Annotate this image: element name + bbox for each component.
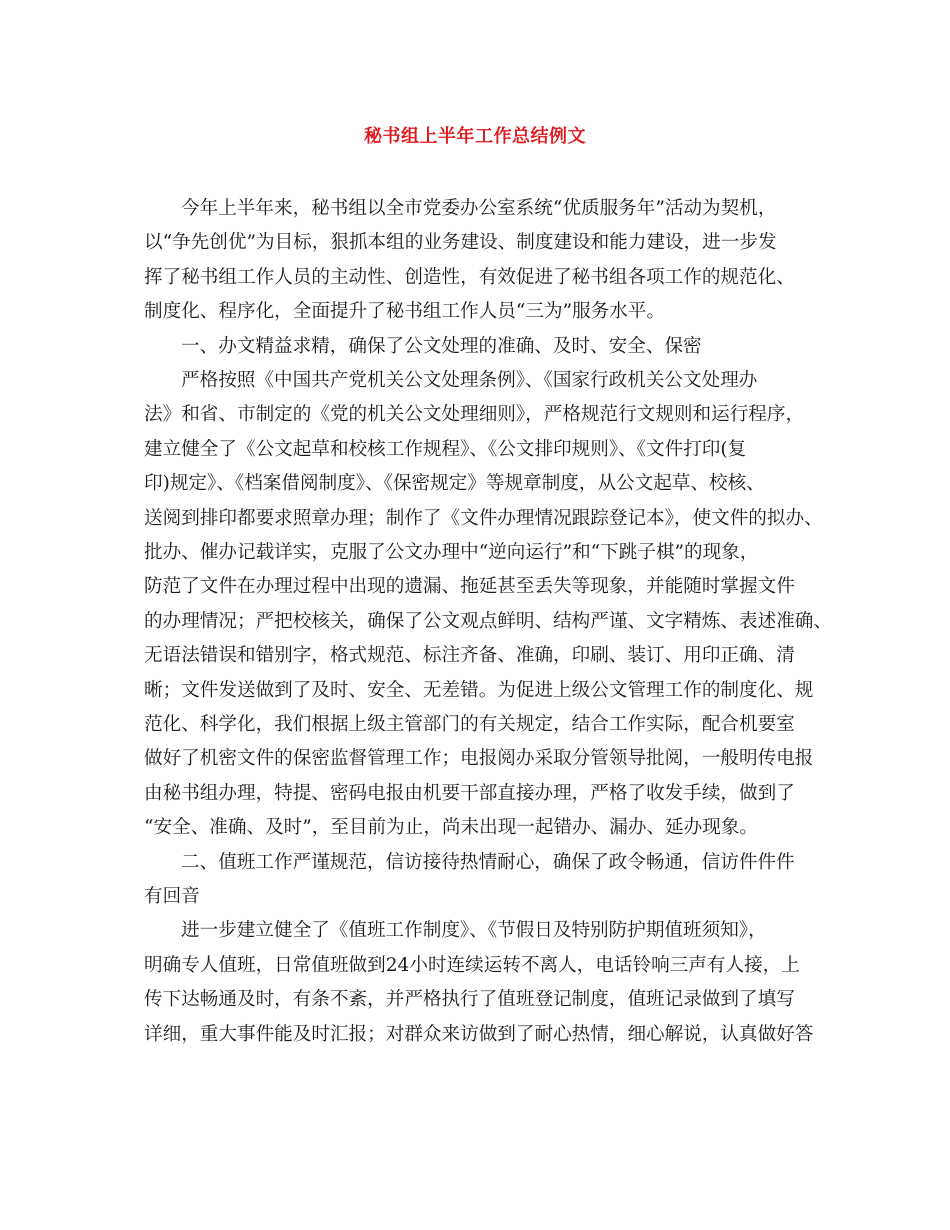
body-line: 二、值班工作严谨规范，信访接待热情耐心，确保了政令畅通，信访件件件 — [181, 851, 795, 873]
body-line: 今年上半年来，秘书组以全市党委办公室系统“优质服务年”活动为契机， — [181, 198, 777, 219]
body-line: 以“争先创优”为目标，狠抓本组的业务建设、制度建设和能力建设，进一步发 — [144, 232, 777, 254]
body-line: 严格按照《中国共产党机关公文处理条例》、《国家行政机关公文处理办 — [181, 370, 758, 391]
body-line: 由秘书组办理，特提、密码电报由机要干部直接办理，严格了收发手续，做到了 — [144, 782, 795, 804]
body-line: 传下达畅通及时，有条不紊，并严格执行了值班登记制度，值班记录做到了填写 — [144, 989, 795, 1011]
body-line: 挥了秘书组工作人员的主动性、创造性，有效促进了秘书组各项工作的规范化、 — [144, 266, 795, 288]
body-line: 有回音 — [144, 886, 200, 907]
body-line: 明确专人值班，日常值班做到24小时连续运转不离人，电话铃响三声有人接，上 — [144, 954, 800, 976]
body-line: 防范了文件在办理过程中出现的遗漏、拖延甚至丢失等现象，并能随时掌握文件 — [144, 576, 795, 598]
body-line: 详细，重大事件能及时汇报；对群众来访做到了耐心热情，细心解说，认真做好答 — [144, 1023, 814, 1045]
body-line: 制度化、程序化，全面提升了秘书组工作人员“三为”服务水平。 — [144, 301, 666, 323]
body-line: 送阅到排印都要求照章办理；制作了《文件办理情况跟踪登记本》，使文件的拟办、 — [144, 507, 823, 529]
body-line: 无语法错误和错别字，格式规范、标注齐备、准确，印刷、装订、用印正确、清 — [144, 645, 795, 667]
body-line: 建立健全了《公文起草和校核工作规程》、《公文排印规则》、《文件打印(复 — [144, 438, 747, 460]
body-line: 晰；文件发送做到了及时、安全、无差错。为促进上级公文管理工作的制度化、规 — [144, 679, 814, 701]
body-line: 范化、科学化，我们根据上级主管部门的有关规定，结合工作实际，配合机要室 — [144, 714, 795, 735]
body-line: 印)规定》、《档案借阅制度》、《保密规定》等规章制度，从公文起草、校核、 — [144, 473, 765, 495]
body-line: 的办理情况；严把校核关，确保了公文观点鲜明、结构严谨、文字精炼、表述准确、 — [144, 610, 832, 632]
body-line: “安全、准确、及时”，至目前为止，尚未出现一起错办、漏办、延办现象。 — [144, 817, 759, 839]
body-line: 批办、催办记载详实，克服了公文办理中“逆向运行”和“下跳子棋”的现象， — [144, 542, 759, 563]
body-line: 法》和省、市制定的《党的机关公文处理细则》，严格规范行文规则和运行程序， — [144, 404, 805, 426]
body-line: 一、办文精益求精，确保了公文处理的准确、及时、安全、保密 — [181, 335, 702, 357]
body-line: 做好了机密文件的保密监督管理工作；电报阅办采取分管领导批阅，一般明传电报 — [144, 748, 814, 770]
document-title: 秘书组上半年工作总结例文 — [364, 126, 586, 147]
body-line: 进一步建立健全了《值班工作制度》、《节假日及特别防护期值班须知》， — [181, 920, 767, 942]
